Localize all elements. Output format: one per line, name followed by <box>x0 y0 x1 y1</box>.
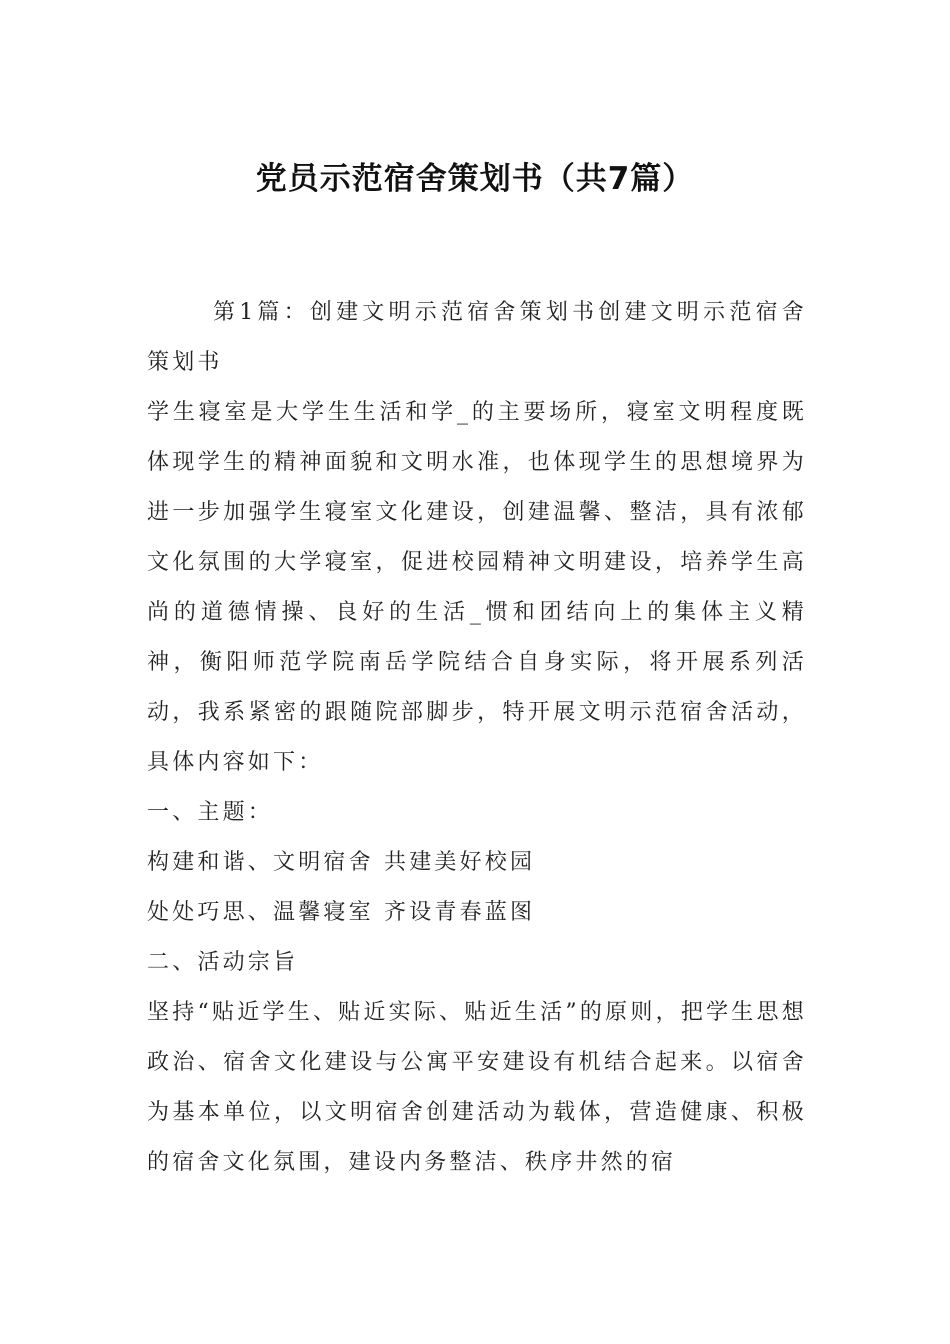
paragraph-section-purpose: 二、活动宗旨 <box>147 950 299 975</box>
paragraph-purpose-text: 坚持“贴近学生、贴近实际、贴近生活”的原则，把学生思想政治、宿舍文化建设与公寓平安建设有机结合起来。以宿舍为基本单位，以文明宿舍创建活动为载体，营造健康、积极的宿舍文化氛围，建设内务整洁、秩序井然的宿 <box>147 1000 807 1175</box>
document-body <box>147 288 807 1188</box>
paragraph-intro: 学生寝室是大学生生活和学_的主要场所，寝室文明程度既体现学生的精神面貌和文明水准，也体现学生的思想境界为进一步加强学生寝室文化建设，创建温馨、整洁，具有浓郁文化氛围的大学寝室，促进校园精神文明建设，培养学生高尚的道德情操、良好的生活_惯和团结向上的集体主义精神，衡阳师范学院南岳学院结合自身实际，将开展系列活动，我系紧密的跟随院部脚步，特开展文明示范宿舍活动，具体内容如下： <box>147 400 807 775</box>
paragraph-chapter-heading: 第1篇：创建文明示范宿舍策划书创建文明示范宿舍策划书 <box>147 300 807 375</box>
paragraph-section-theme: 一、主题： <box>147 800 274 825</box>
paragraph-theme-line-1: 构建和谐、文明宿舍 共建美好校园 <box>147 850 536 875</box>
paragraph-theme-line-2: 处处巧思、温馨寝室 齐设青春蓝图 <box>147 900 536 925</box>
document-title: 党员示范宿舍策划书（共7篇） <box>255 161 695 197</box>
